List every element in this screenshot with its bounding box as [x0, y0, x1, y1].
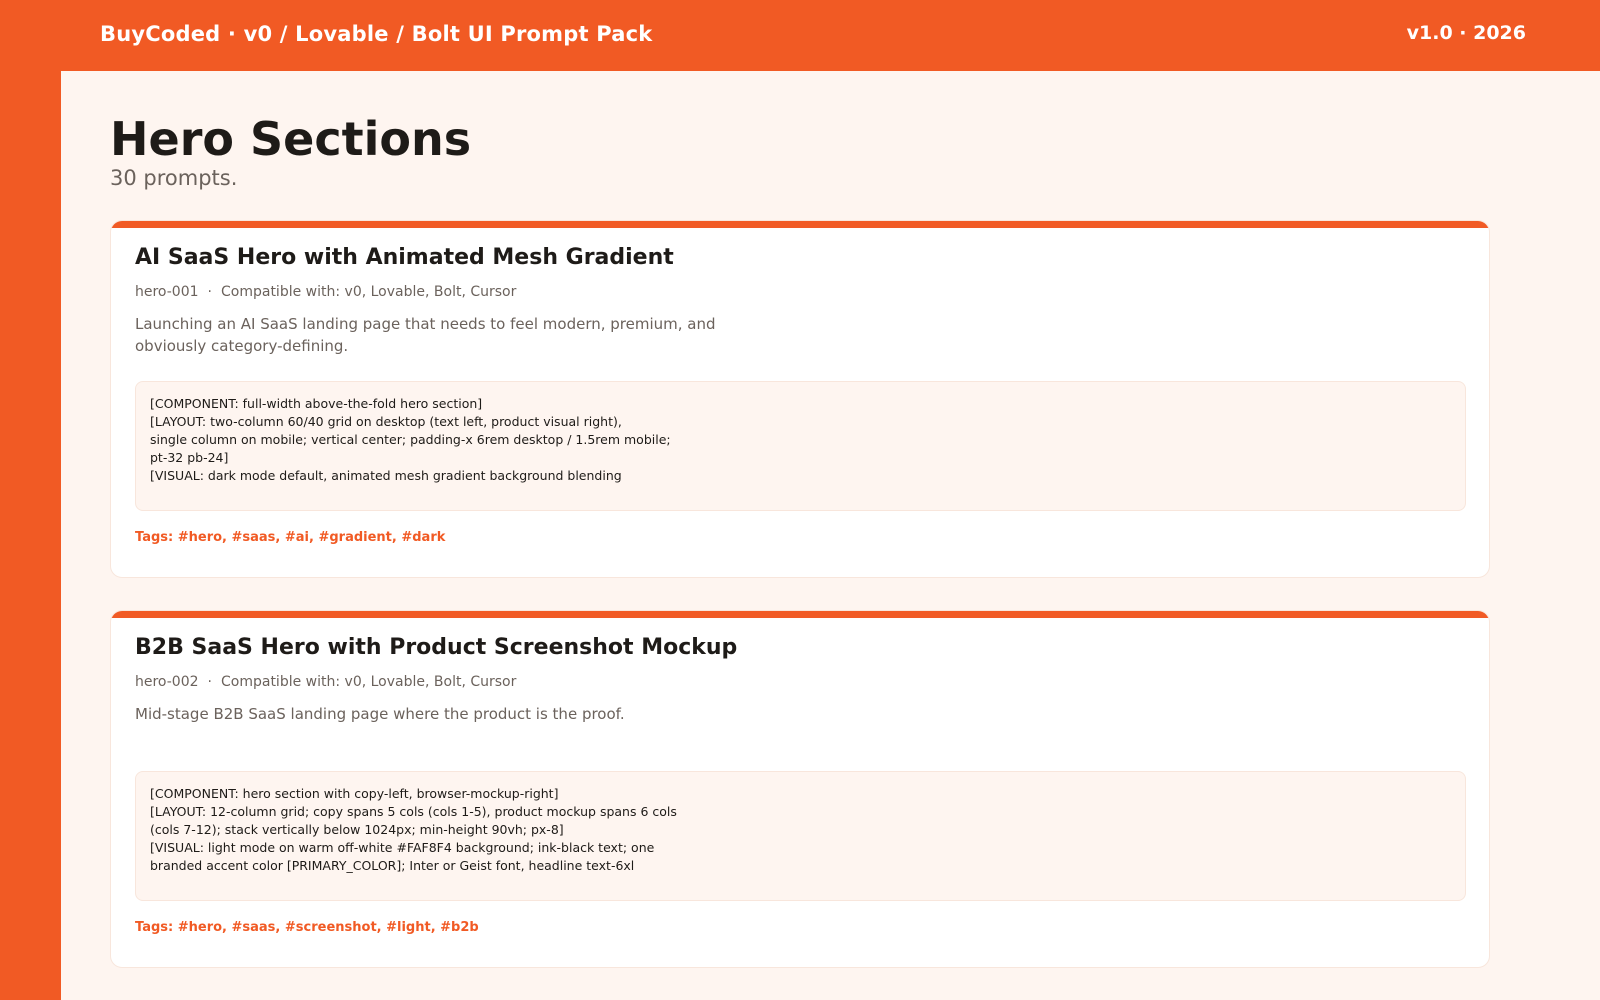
code-line: (cols 7-12); stack vertically below 1024px; min-height 90vh; px-8] [150, 822, 564, 837]
version-label: v1.0 · 2026 [1406, 22, 1526, 44]
card-title: AI SaaS Hero with Animated Mesh Gradient [135, 245, 674, 270]
code-line: [COMPONENT: full-width above-the-fold hero section] [150, 396, 483, 411]
code-line: [VISUAL: dark mode default, animated mesh gradient background blending [150, 468, 622, 483]
prompt-card [110, 610, 1490, 968]
left-accent-rail [0, 0, 61, 1000]
meta-separator: · [207, 674, 212, 690]
compatibility-label: Compatible with: v0, Lovable, Bolt, Cursor [221, 284, 517, 300]
prompt-count: 30 prompts. [110, 166, 238, 190]
card-accent-bar [111, 221, 1489, 228]
code-line: branded accent color [PRIMARY_COLOR]; Inter or Geist font, headline text-6xl [150, 858, 635, 873]
code-line: pt-32 pb-24] [150, 450, 229, 465]
card-tags: Tags: #hero, #saas, #screenshot, #light, #b2b [135, 920, 479, 935]
prompt-id: hero-001 [135, 284, 199, 300]
brand-title: BuyCoded · v0 / Lovable / Bolt UI Prompt Pack [100, 22, 653, 46]
meta-separator: · [207, 284, 212, 300]
card-title: B2B SaaS Hero with Product Screenshot Mockup [135, 635, 738, 660]
card-description: Launching an AI SaaS landing page that needs to feel modern, premium, and obviously category-defining. [135, 315, 716, 355]
prompt-id: hero-002 [135, 674, 199, 690]
code-line: [COMPONENT: hero section with copy-left, browser-mockup-right] [150, 786, 559, 801]
card-accent-bar [111, 611, 1489, 618]
top-header-bar [0, 0, 1600, 71]
prompt-code-block[interactable] [135, 771, 1466, 901]
card-description: Mid-stage B2B SaaS landing page where the product is the proof. [135, 705, 625, 723]
card-meta [135, 284, 516, 300]
code-line: [LAYOUT: 12-column grid; copy spans 5 cols (cols 1-5), product mockup spans 6 cols [150, 804, 677, 819]
compatibility-label: Compatible with: v0, Lovable, Bolt, Cursor [221, 674, 517, 690]
prompt-card [110, 220, 1490, 578]
code-line: single column on mobile; vertical center; padding-x 6rem desktop / 1.5rem mobile; [150, 432, 671, 447]
code-line: [LAYOUT: two-column 60/40 grid on desktop (text left, product visual right), [150, 414, 622, 429]
code-line: [VISUAL: light mode on warm off-white #FAF8F4 background; ink-black text; one [150, 840, 655, 855]
page-title: Hero Sections [110, 112, 472, 166]
prompt-code-block[interactable] [135, 381, 1466, 511]
card-meta [135, 674, 516, 690]
main-content [61, 71, 1600, 1000]
card-tags: Tags: #hero, #saas, #ai, #gradient, #dark [135, 530, 446, 545]
